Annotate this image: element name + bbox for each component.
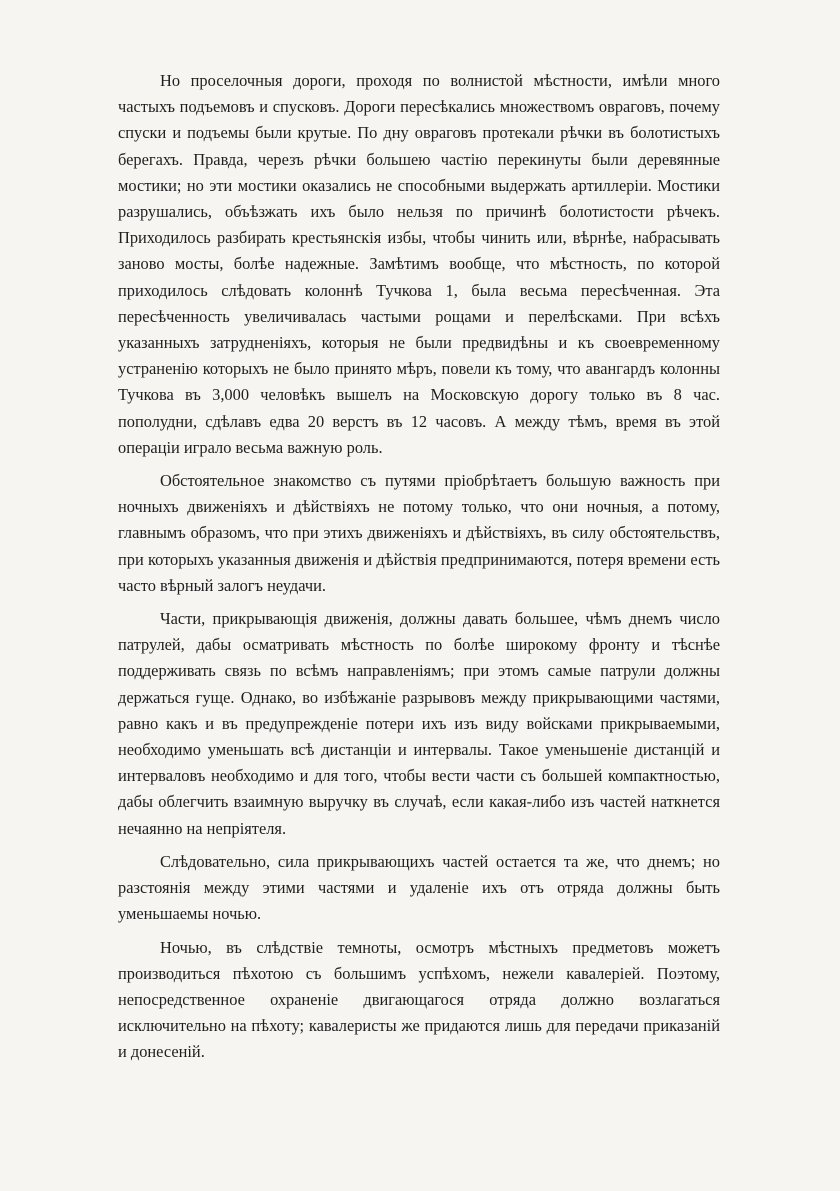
body-text <box>118 68 720 1073</box>
paragraph-2: Обстоятельное знакомство съ путями пріобрѣтаетъ большую важность при ночныхъ движеніяхъ и дѣйствіяхъ не потому только, что они ночныя, а потому, главнымъ образомъ, что при этихъ движеніяхъ и дѣйствіяхъ, въ силу обстоятельствъ, при которыхъ указанныя движенія и дѣйствія предпринимаются, потеря времени есть часто вѣрный залогъ неудачи. <box>118 471 720 595</box>
paragraph-5: Ночью, въ слѣдствіе темноты, осмотръ мѣстныхъ предметовъ можетъ производиться пѣхотою съ большимъ успѣхомъ, нежели кавалеріей. Поэтому, непосредственное охраненіе двигающагося отряда должно возлагаться исключительно на пѣхоту; кавалеристы же придаются лишь для передачи приказаній и донесеній. <box>118 937 720 1062</box>
paragraph-1: Но проселочныя дороги, проходя по волнистой мѣстности, имѣли много частыхъ подъемовъ и спусковъ. Дороги пересѣкались множествомъ овраговъ, почему спуски и подъемы были крутые. По дну овраговъ протекали рѣчки въ болотистыхъ берегахъ. Правда, черезъ рѣчки большею частію перекинуты были деревянные мостики; но эти мостики оказались не способными выдержать артиллеріи. Мостики разрушались, объѣзжать ихъ было нельзя по причинѣ болотистости рѣчекъ. Приходилось разбирать крестьянскія избы, чтобы чинить или, вѣрнѣе, набрасывать заново мосты, болѣе надежные. Замѣтимъ вообще, что мѣстность, по которой приходилось слѣдовать колоннѣ Тучкова 1, была весьма пересѣченная. Эта пересѣченность увеличивалась частыми рощами и перелѣсками. При всѣхъ указанныхъ затрудненіяхъ, которыя не были предвидѣны и къ своевременному устраненію которыхъ не было принято мѣръ, повели къ тому, что авангардъ колонны Тучкова въ 3,000 человѣкъ вышелъ на Московскую дорогу только въ 8 час. пополудни, сдѣлавъ едва 20 верстъ въ 12 часовъ. А между тѣмъ, время въ этой операціи играло весьма важную роль. <box>118 71 720 457</box>
paragraph-3: Части, прикрывающія движенія, должны давать большее, чѣмъ днемъ число патрулей, дабы осматривать мѣстность по болѣе широкому фронту и тѣснѣе поддерживать связь по всѣмъ направленіямъ; при этомъ самые патрули должны держаться гуще. Однако, во избѣжаніе разрывовъ между прикрывающими частями, равно какъ и въ предупрежденіе потери ихъ изъ виду войсками прикрываемыми, необходимо уменьшать всѣ дистанціи и интервалы. Такое уменьшеніе дистанцій и интерваловъ необходимо и для того, чтобы вести части съ большей компактностью, дабы облегчить взаимную выручку въ случаѣ, если какая-либо изъ частей наткнется нечаянно на непріятеля. <box>118 609 720 838</box>
paragraph-4: Слѣдовательно, сила прикрывающихъ частей остается та же, что днемъ; но разстоянія между этими частями и удаленіе ихъ отъ отряда должны быть уменьшаемы ночью. <box>118 851 720 924</box>
